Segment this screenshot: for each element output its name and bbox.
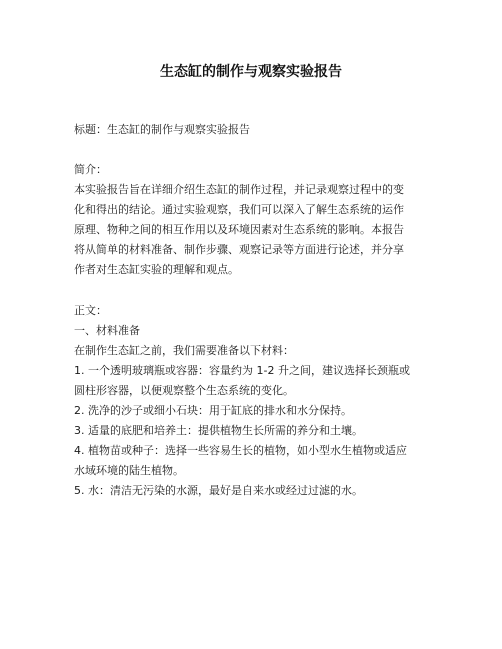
material-line: 4. 植物苗或种子：选择一些容易生长的植物，如小型水生植物或适应: [74, 444, 407, 457]
intro-label: 简介：: [74, 163, 107, 176]
material-line: 1. 一个透明玻璃瓶或容器：容量约为 1-2 升之间，建议选择长颈瓶或: [74, 364, 410, 377]
intro-line: 将从简单的材料准备、制作步骤、观察记录等方面进行论述，并分享: [74, 243, 404, 256]
intro-line: 原理、物种之间的相互作用以及环境因素对生态系统的影响。本报告: [74, 223, 404, 236]
material-line: 2. 洗净的沙子或细小石块：用于缸底的排水和水分保持。: [74, 404, 352, 417]
section-title: 一、材料准备: [74, 324, 140, 337]
material-line: 3. 适量的底肥和培养土：提供植物生长所需的养分和土壤。: [74, 424, 363, 437]
heading-line: 标题：生态缸的制作与观察实验报告: [74, 123, 250, 136]
document-body: [74, 120, 434, 501]
material-line: 水域环境的陆生植物。: [74, 464, 184, 477]
section-intro: 在制作生态缸之前，我们需要准备以下材料：: [74, 344, 294, 357]
material-line: 圆柱形容器，以便观察整个生态系统的变化。: [74, 384, 294, 397]
material-line: 5. 水：清洁无污染的水源，最好是自来水或经过过滤的水。: [74, 484, 363, 497]
document-title: 生态缸的制作与观察实验报告: [160, 64, 342, 80]
intro-line: 本实验报告旨在详细介绍生态缸的制作过程，并记录观察过程中的变: [74, 183, 404, 196]
intro-line: 化和得出的结论。通过实验观察，我们可以深入了解生态系统的运作: [74, 203, 404, 216]
body-label: 正文：: [74, 304, 107, 317]
intro-line: 作者对生态缸实验的理解和观点。: [74, 263, 239, 276]
